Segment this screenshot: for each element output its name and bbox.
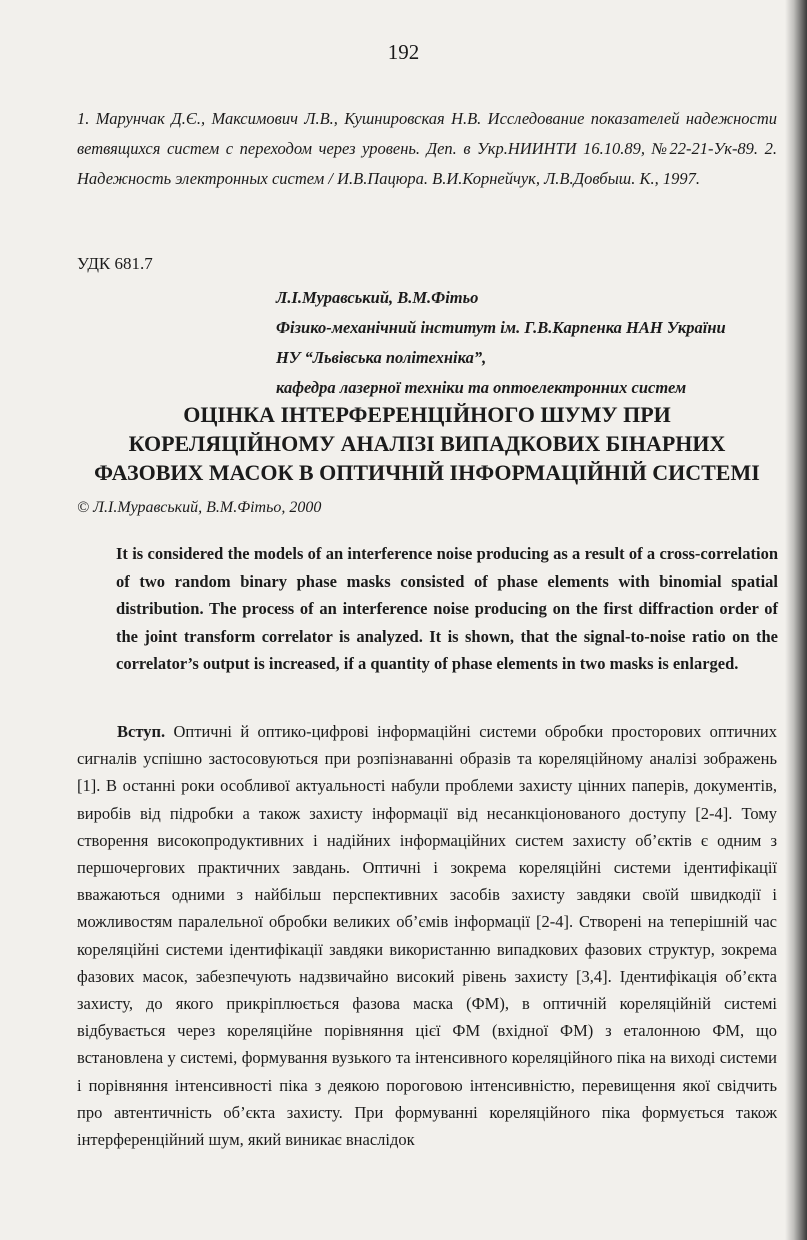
page-number: 192	[387, 40, 420, 64]
author-block	[276, 283, 786, 403]
copyright: © Л.І.Муравський, В.М.Фітьо, 2000	[77, 499, 322, 516]
title-line-3: ФАЗОВИХ МАСОК В ОПТИЧНІЙ ІНФОРМАЦІЙНІЙ СИСТЕМІ	[94, 460, 760, 485]
author-names: Л.І.Муравський, В.М.Фітьо	[276, 288, 479, 307]
affiliation-1: Фізико-механічний інститут ім. Г.В.Карпенка НАН України	[276, 318, 726, 337]
affiliation-2: НУ “Львівська політехніка”,	[276, 348, 487, 367]
scan-edge-shadow	[785, 0, 807, 1240]
affiliation-3: кафедра лазерної техніки та оптоелектронних систем	[276, 378, 687, 397]
abstract: It is considered the models of an interference noise producing as a result of a cross-correlation of two random binary phase masks consisted of phase elements with binomial spatial distribution. The process of an interference noise producing on the first diffraction order of the joint transform correlator is analyzed. It is shown, that the signal-to-noise ratio on the correlator’s output is increased, if a quantity of phase elements in two masks is enlarged.	[116, 544, 778, 673]
title-line-1: ОЦІНКА ІНТЕРФЕРЕНЦІЙНОГО ШУМУ ПРИ	[183, 402, 671, 427]
body-text: Оптичні й оптико-цифрові інформаційні системи обробки просторових оптичних сигналів успішно застосовуються при розпізнаванні образів та кореляційному аналізі зображень [1]. В останні роки особливої актуальності набули проблеми захисту цінних паперів, документів, виробів від підробки а також захисту інформації від несанкціонованого доступу [2-4]. Тому створення високопродуктивних і надійних інформаційних систем захисту об’єктів є одним з першочергових практичних завдань. Оптичні і зокрема кореляційні системи ідентифікації вважаються одними з найбільш перспективних засобів захисту завдяки своїй швидкодії і можливостям паралельної обробки великих об’ємів інформації [2-4]. Створені на теперішній час кореляційні системи ідентифікації завдяки використанню випадкових фазових структур, зокрема фазових масок, забезпечують надзвичайно високий рівень захисту [3,4]. Ідентифікація об’єкта захисту, до якого прикріплюється фазова маска (ФМ), в оптичній кореляційній системі відбувається через кореляційне порівняння цієї ФМ (вхідної ФМ) з еталонною ФМ, що встановлена у системі, формування вузького та інтенсивного кореляційного піка на виході системи і порівняння інтенсивності піка з деякою пороговою інтенсивністю, перевищення якої свідчить про автентичність об’єкта захисту. При формуванні кореляційного піка формується також інтерференційний шум, який виникає внаслідок	[77, 722, 777, 1150]
references: 1. Марунчак Д.Є., Максимович Л.В., Кушнировская Н.В. Исследование показателей надежности ветвящихся систем с переходом через уровень. Деп. в Укр.НИИНТИ 16.10.89, №22-21-Ук-89. 2. Надежность электронных систем / И.В.Пацюра. В.И.Корнейчук, Л.В.Довбыш. К., 1997.	[77, 109, 777, 188]
title-line-2: КОРЕЛЯЦІЙНОМУ АНАЛІЗІ ВИПАДКОВИХ БІНАРНИХ	[128, 431, 726, 456]
paper-title	[77, 400, 777, 487]
udk-code: УДК 681.7	[77, 254, 153, 273]
body-paragraph	[77, 718, 777, 1153]
section-lead: Вступ.	[117, 722, 166, 741]
